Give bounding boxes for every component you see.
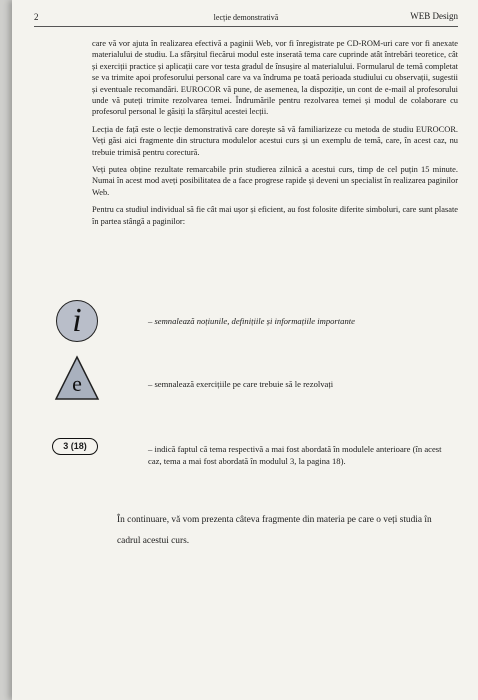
page-header	[34, 10, 458, 27]
paragraph-results: Veți putea obține rezultate remarcabile prin studierea zilnică a acestui curs, timp de cel puțin 15 minute. Numai în acest mod aveți posibilitatea de a face progrese rapide și deveni un specialist în realizarea paginilor Web.	[92, 165, 458, 197]
paragraph-symbols: Pentru ca studiul individual să fie cât mai ușor și eficient, au fost folosite diferite simboluri, care sunt plasate în partea stângă a paginilor:	[92, 205, 458, 226]
reference-badge: 3 (18)	[52, 438, 98, 455]
paragraph-intro: care vă vor ajuta în realizarea efectivă a paginii Web, vor fi înregistrate pe CD-ROM-uri care vor fi anexate materialului de studiu. La sfârșitul fiecărui modul este inserată tema care cuprinde atât întrebări teoretice, cât și exerciții practice și aplicații care vor testa gradul de însușire al materialului. Formularul de temă completat se va trimite apoi profesorului personal care va va îndruma pe toată perioada studiului cu observații, sugestii și eventuale recomandări. EUROCOR vă pune, de asemenea, la dispoziție, un cont de e-mail al profesorului unde vă puteți trimite rezolvarea temei. Îndrumările pentru rezolvarea temei și modul de colaborare cu profesorul personal le găsiți la sfârșitul acestei lecții.	[92, 39, 458, 117]
document-page	[12, 0, 478, 700]
header-title: lecție demonstrativă	[213, 13, 279, 22]
body-text	[92, 38, 458, 233]
exercise-triangle-icon	[54, 355, 100, 401]
page-number: 2	[34, 12, 39, 22]
closing-paragraph: În continuare, vă vom prezenta câteva fragmente din materia pe care o veți studia în cadrul acestui curs.	[117, 515, 432, 546]
reference-symbol-description: – indică faptul că tema respectivă a mai fost abordată în modulele anterioare (în acest caz, tema a mai fost abordată în modulul 3, la pagina 18).	[148, 444, 442, 466]
info-circle-icon: i	[56, 300, 98, 342]
exercise-symbol-description: – semnalează exercițiile pe care trebuie să le rezolvați	[148, 379, 334, 389]
paragraph-demo: Lecția de față este o lecție demonstrativă care dorește să vă familiarizeze cu metoda de studiu EUROCOR. Veți găsi aici fragmente din structura modulelor acestui curs și un exemplu de temă, care, în acest caz, nu trebuie trimisă pentru corectură.	[92, 124, 458, 157]
header-course-name: WEB Design	[410, 11, 458, 21]
svg-text:e: e	[72, 371, 82, 396]
info-symbol-description: – semnalează noțiunile, definițiile și informațiile importante	[148, 316, 355, 326]
